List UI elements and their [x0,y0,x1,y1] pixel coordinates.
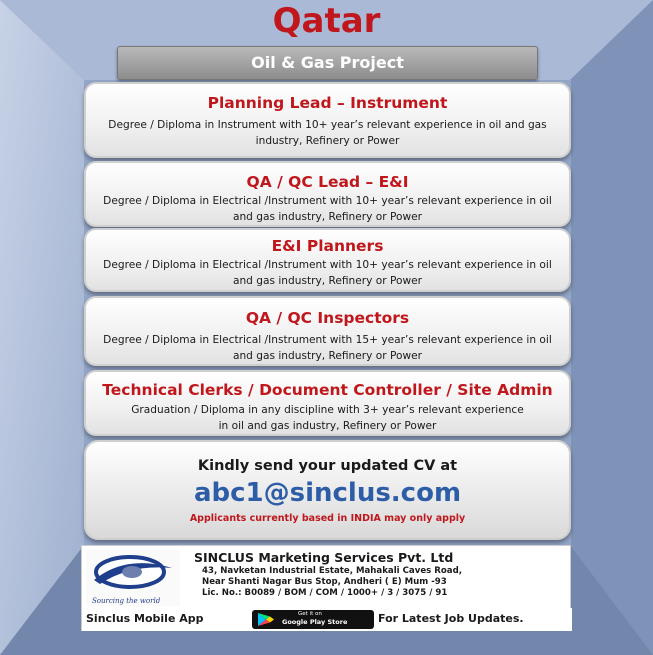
job-description: Degree / Diploma in Electrical /Instrument with 10+ year’s relevant experience in oil and gas industry, Refinery or Power [103,195,552,223]
job-title: QA / QC Inspectors [245,309,410,327]
company-address-line2: Near Shanti Nagar Bus Stop, Andheri ( E) Mum -93 [202,577,447,587]
job-card-ei-planners [84,228,571,292]
job-title: QA / QC Lead – E&I [246,173,409,191]
logo-tagline: Sourcing the world [92,597,161,605]
job-card-planning-lead [84,82,571,158]
job-description: Degree / Diploma in Instrument with 10+ year’s relevant experience in oil and gas industry, Refinery or Power [108,119,547,147]
apply-prompt: Kindly send your updated CV at [197,458,458,474]
app-promo-label: Sinclus Mobile App [86,612,204,625]
google-play-badge[interactable] [252,610,374,629]
badge-store-name: Google Play Store [282,618,348,626]
project-banner: Oil & Gas Project [117,46,538,80]
company-name: SINCLUS Marketing Services Pvt. Ltd [194,550,454,565]
job-description: Degree / Diploma in Electrical /Instrument with 15+ year’s relevant experience in oil and gas industry, Refinery or Power [103,334,552,362]
job-card-qaqc-lead [84,161,571,227]
app-promo-row [82,608,572,631]
job-description: Degree / Diploma in Electrical /Instrument with 10+ year’s relevant experience in oil and gas industry, Refinery or Power [103,259,552,287]
globe-swoosh-logo-icon [86,550,180,596]
job-description: Graduation / Diploma in any discipline with 3+ year’s relevant experience in oil and gas industry, Refinery or Power [131,404,524,432]
app-promo-tagline: For Latest Job Updates. [378,612,524,625]
job-title: Planning Lead – Instrument [207,94,448,112]
job-card-qaqc-inspectors [84,296,571,366]
job-title: E&I Planners [271,237,384,255]
apply-eligibility-note: Applicants currently based in INDIA may only apply [189,513,466,524]
apply-card [84,440,571,540]
company-license: Lic. No.: B0089 / BOM / COM / 1000+ / 3 / 3075 / 91 [202,588,448,598]
company-logo [86,550,180,606]
badge-get-it-on: Get it on [298,611,322,617]
play-store-icon [256,612,276,627]
job-title: Technical Clerks / Document Controller / Site Admin [102,381,553,399]
job-card-technical-clerks [84,370,571,436]
country-title: Qatar [272,1,381,41]
apply-email-link[interactable]: abc1@sinclus.com [193,478,462,508]
company-footer [81,545,571,631]
company-address-line1: 43, Navketan Industrial Estate, Mahakali Caves Road, [202,566,462,576]
